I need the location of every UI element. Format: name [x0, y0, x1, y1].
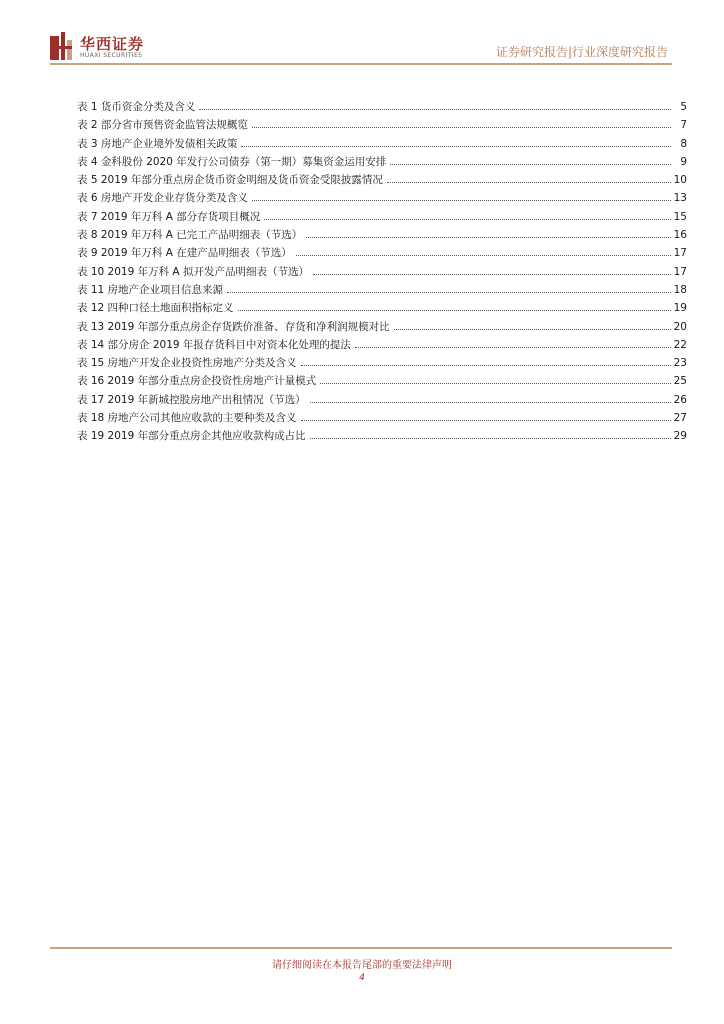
toc-entry-label: 表 1 货币资金分类及含义 — [77, 101, 196, 113]
toc-entry[interactable] — [77, 335, 687, 353]
toc-entry-label: 表 17 2019 年新城控股房地产出租情况（节选） — [77, 393, 306, 406]
toc-entry-page: 18 — [673, 283, 687, 296]
toc-entry-page: 9 — [680, 155, 687, 168]
toc-leader-dots — [301, 353, 671, 366]
table-of-contents — [77, 97, 687, 445]
legal-disclaimer: 请仔细阅读在本报告尾部的重要法律声明 — [272, 960, 452, 971]
toc-entry-label: 表 13 2019 年部分重点房企存货跌价准备、存货和净利润规模对比 — [77, 320, 390, 333]
toc-leader-dots — [296, 243, 671, 256]
toc-entry[interactable] — [77, 207, 687, 225]
toc-entry-label: 表 7 2019 年万科 A 部分存货项目概况 — [77, 210, 261, 223]
toc-entry[interactable] — [77, 262, 687, 280]
toc-leader-dots — [313, 262, 671, 275]
toc-entry-label: 表 9 2019 年万科 A 在建产品明细表（节选） — [77, 247, 292, 260]
toc-entry-label: 表 16 2019 年部分重点房企投资性房地产计量模式 — [77, 375, 317, 388]
toc-entry-page: 16 — [673, 229, 687, 242]
toc-entry-page: 20 — [673, 320, 687, 333]
toc-entry-label: 表 19 2019 年部分重点房企其他应收款构成占比 — [77, 430, 306, 443]
toc-entry-page: 5 — [680, 101, 687, 113]
toc-entry-page: 26 — [673, 393, 687, 406]
toc-entry-page: 19 — [673, 302, 687, 315]
toc-entry[interactable] — [77, 115, 687, 133]
toc-entry-page: 17 — [673, 247, 687, 260]
header-divider — [50, 63, 672, 65]
toc-entry[interactable] — [77, 188, 687, 206]
toc-leader-dots — [199, 97, 671, 110]
toc-entry-page: 27 — [673, 412, 687, 425]
toc-entry[interactable] — [77, 390, 687, 408]
toc-leader-dots — [390, 152, 671, 165]
toc-entry-label: 表 10 2019 年万科 A 拟开发产品明细表（节选） — [77, 265, 309, 278]
toc-entry[interactable] — [77, 353, 687, 371]
toc-entry[interactable] — [77, 97, 687, 115]
toc-entry[interactable] — [77, 280, 687, 298]
toc-leader-dots — [238, 298, 671, 311]
toc-leader-dots — [264, 207, 671, 220]
toc-entry-label: 表 12 四种口径土地面积指标定义 — [77, 302, 234, 315]
toc-entry-label: 表 15 房地产开发企业投资性房地产分类及含义 — [77, 357, 297, 370]
toc-entry-label: 表 4 金科股份 2020 年发行公司债券（第一期）募集资金运用安排 — [77, 155, 387, 168]
toc-entry-label: 表 14 部分房企 2019 年报存货科目中对资本化处理的提法 — [77, 338, 351, 351]
toc-entry[interactable] — [77, 243, 687, 261]
toc-entry-page: 7 — [680, 119, 687, 132]
toc-entry-label: 表 18 房地产公司其他应收款的主要种类及含义 — [77, 412, 297, 425]
toc-entry[interactable] — [77, 225, 687, 243]
toc-leader-dots — [310, 390, 671, 403]
toc-leader-dots — [301, 408, 671, 421]
toc-leader-dots — [252, 115, 671, 128]
toc-entry-page: 29 — [673, 430, 687, 443]
report-type-label: 证券研究报告|行业深度研究报告 — [495, 45, 668, 59]
toc-entry[interactable] — [77, 371, 687, 389]
toc-entry[interactable] — [77, 298, 687, 316]
toc-leader-dots — [320, 371, 671, 384]
toc-entry[interactable] — [77, 134, 687, 152]
toc-entry-page: 8 — [680, 137, 687, 150]
toc-entry-label: 表 2 部分省市预售资金监管法规概览 — [77, 119, 248, 132]
page-number: 4 — [359, 973, 365, 983]
toc-leader-dots — [252, 188, 671, 201]
toc-leader-dots — [241, 134, 671, 147]
toc-entry-page: 15 — [673, 210, 687, 223]
toc-leader-dots — [310, 426, 671, 439]
toc-entry-label: 表 8 2019 年万科 A 已完工产品明细表（节选） — [77, 229, 303, 242]
toc-leader-dots — [394, 317, 671, 330]
toc-entry-label: 表 5 2019 年部分重点房企货币资金明细及货币资金受限披露情况 — [77, 174, 383, 187]
brand-name-cn: 华西证券 — [80, 35, 145, 53]
toc-entry-page: 23 — [673, 357, 687, 370]
toc-entry[interactable] — [77, 152, 687, 170]
toc-leader-dots — [227, 280, 671, 293]
toc-entry-label: 表 11 房地产企业项目信息来源 — [77, 283, 224, 296]
footer-divider — [50, 947, 672, 949]
toc-entry-page: 22 — [673, 338, 687, 351]
toc-entry-page: 25 — [673, 375, 687, 388]
page-header — [0, 0, 724, 70]
toc-leader-dots — [306, 225, 671, 238]
toc-entry[interactable] — [77, 170, 687, 188]
toc-entry-label: 表 3 房地产企业境外发债相关政策 — [77, 137, 238, 150]
toc-entry[interactable] — [77, 408, 687, 426]
toc-leader-dots — [355, 335, 671, 348]
toc-entry[interactable] — [77, 426, 687, 444]
toc-entry-label: 表 6 房地产开发企业存货分类及含义 — [77, 192, 248, 205]
huaxi-logo-icon — [50, 32, 72, 60]
toc-entry-page: 13 — [673, 192, 687, 205]
brand-name-en: HUAXI SECURITIES — [80, 52, 143, 59]
toc-leader-dots — [387, 170, 671, 183]
toc-entry-page: 10 — [673, 174, 687, 187]
toc-entry[interactable] — [77, 317, 687, 335]
toc-entry-page: 17 — [673, 265, 687, 278]
